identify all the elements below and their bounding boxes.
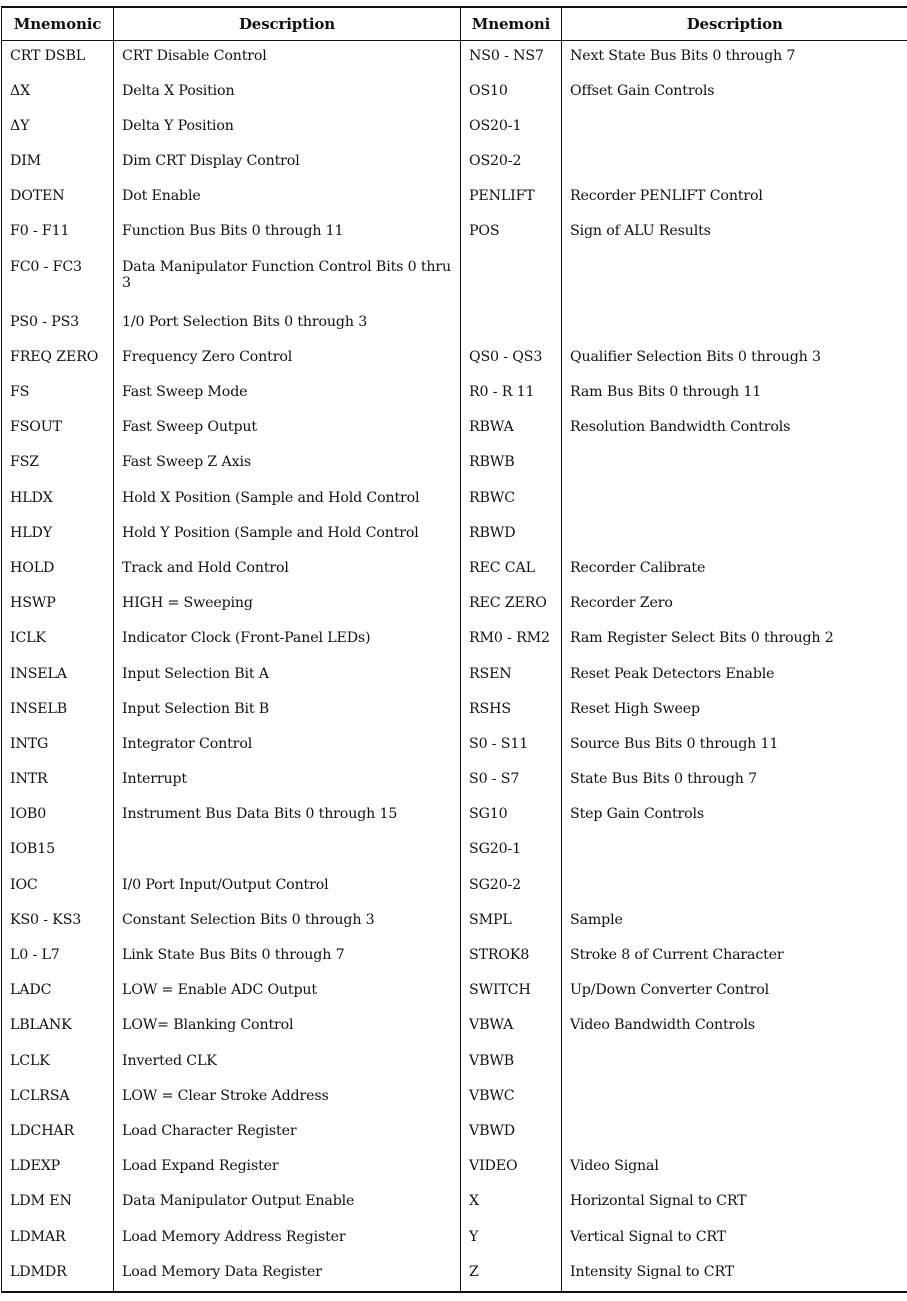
table-row [2, 518, 907, 553]
mnemonic-cell: L0 - L7 [2, 940, 114, 975]
mnemonic-cell: VBWD [461, 1116, 562, 1151]
description-cell [562, 252, 907, 307]
mnemonic-cell: FSOUT [2, 412, 114, 447]
mnemonic-cell: CRT DSBL [2, 41, 114, 76]
mnemonic-cell: NS0 - NS7 [461, 41, 562, 76]
table-row [2, 307, 907, 342]
mnemonic-cell: VBWA [461, 1010, 562, 1045]
mnemonic-cell: KS0 - KS3 [2, 905, 114, 940]
description-cell [562, 307, 907, 342]
table-row [2, 483, 907, 518]
table-row [2, 694, 907, 729]
description-cell: LOW = Enable ADC Output [114, 975, 461, 1010]
table-row [2, 1081, 907, 1116]
mnemonic-cell: QS0 - QS3 [461, 342, 562, 377]
table-row [2, 975, 907, 1010]
description-cell [114, 834, 461, 869]
mnemonic-cell: Y [461, 1222, 562, 1257]
description-cell: Stroke 8 of Current Character [562, 940, 907, 975]
mnemonic-cell: LBLANK [2, 1010, 114, 1045]
description-cell [562, 483, 907, 518]
mnemonic-cell: FSZ [2, 447, 114, 482]
description-cell: Offset Gain Controls [562, 76, 907, 111]
mnemonic-cell: LDEXP [2, 1151, 114, 1186]
mnemonic-cell: LCLK [2, 1046, 114, 1081]
mnemonic-cell: HLDY [2, 518, 114, 553]
mnemonic-cell: HLDX [2, 483, 114, 518]
description-cell: Fast Sweep Mode [114, 377, 461, 412]
mnemonic-cell: FC0 - FC3 [2, 252, 114, 307]
description-cell: Inverted CLK [114, 1046, 461, 1081]
description-cell: Integrator Control [114, 729, 461, 764]
description-cell: Constant Selection Bits 0 through 3 [114, 905, 461, 940]
mnemonic-cell: F0 - F11 [2, 216, 114, 251]
description-cell: Fast Sweep Z Axis [114, 447, 461, 482]
mnemonic-cell: REC ZERO [461, 588, 562, 623]
description-cell [562, 518, 907, 553]
description-cell [562, 146, 907, 181]
description-cell: Recorder Zero [562, 588, 907, 623]
mnemonic-cell: ΔY [2, 111, 114, 146]
description-cell: HIGH = Sweeping [114, 588, 461, 623]
table-row [2, 377, 907, 412]
header-mnemonic-right: Mnemoni [461, 7, 562, 41]
mnemonic-cell [461, 252, 562, 307]
description-cell: Step Gain Controls [562, 799, 907, 834]
mnemonic-cell: SG20-1 [461, 834, 562, 869]
table-row [2, 940, 907, 975]
description-cell: Reset High Sweep [562, 694, 907, 729]
description-cell [562, 1081, 907, 1116]
mnemonic-cell: OS10 [461, 76, 562, 111]
description-cell: Data Manipulator Output Enable [114, 1186, 461, 1221]
description-cell: Recorder PENLIFT Control [562, 181, 907, 216]
mnemonic-table [1, 6, 907, 1293]
mnemonic-cell: IOB0 [2, 799, 114, 834]
description-cell: Delta X Position [114, 76, 461, 111]
description-cell: LOW = Clear Stroke Address [114, 1081, 461, 1116]
header-description-right: Description [562, 7, 907, 41]
description-cell: Qualifier Selection Bits 0 through 3 [562, 342, 907, 377]
description-cell: Intensity Signal to CRT [562, 1257, 907, 1292]
description-cell: Ram Register Select Bits 0 through 2 [562, 623, 907, 658]
mnemonic-cell: REC CAL [461, 553, 562, 588]
table-row [2, 799, 907, 834]
mnemonic-cell: HSWP [2, 588, 114, 623]
mnemonic-cell: POS [461, 216, 562, 251]
description-cell: Input Selection Bit A [114, 659, 461, 694]
mnemonic-cell: VBWB [461, 1046, 562, 1081]
description-cell: Resolution Bandwidth Controls [562, 412, 907, 447]
mnemonic-cell: SWITCH [461, 975, 562, 1010]
mnemonic-cell: VIDEO [461, 1151, 562, 1186]
description-cell: 1/0 Port Selection Bits 0 through 3 [114, 307, 461, 342]
table-row [2, 447, 907, 482]
mnemonic-cell: SG10 [461, 799, 562, 834]
description-cell [562, 111, 907, 146]
mnemonic-cell: LDCHAR [2, 1116, 114, 1151]
description-cell: Ram Bus Bits 0 through 11 [562, 377, 907, 412]
description-cell: Up/Down Converter Control [562, 975, 907, 1010]
table-row [2, 1010, 907, 1045]
description-cell: Recorder Calibrate [562, 553, 907, 588]
description-cell: Hold Y Position (Sample and Hold Control [114, 518, 461, 553]
mnemonic-cell: LDM EN [2, 1186, 114, 1221]
mnemonic-cell: LADC [2, 975, 114, 1010]
table-row [2, 146, 907, 181]
mnemonic-cell: PENLIFT [461, 181, 562, 216]
description-cell: I/0 Port Input/Output Control [114, 870, 461, 905]
mnemonic-cell: DOTEN [2, 181, 114, 216]
mnemonic-cell: INTR [2, 764, 114, 799]
description-cell [562, 1046, 907, 1081]
description-cell: Horizontal Signal to CRT [562, 1186, 907, 1221]
mnemonic-cell: INSELB [2, 694, 114, 729]
description-cell: Load Memory Address Register [114, 1222, 461, 1257]
mnemonic-cell: RM0 - RM2 [461, 623, 562, 658]
mnemonic-cell: INTG [2, 729, 114, 764]
mnemonic-cell: SMPL [461, 905, 562, 940]
description-cell: CRT Disable Control [114, 41, 461, 76]
description-cell: Video Signal [562, 1151, 907, 1186]
table-header-row [2, 7, 907, 41]
mnemonic-cell: HOLD [2, 553, 114, 588]
table-row [2, 623, 907, 658]
header-description-left: Description [114, 7, 461, 41]
description-cell: Instrument Bus Data Bits 0 through 15 [114, 799, 461, 834]
description-cell: Function Bus Bits 0 through 11 [114, 216, 461, 251]
table-row [2, 1151, 907, 1186]
table-row [2, 1222, 907, 1257]
mnemonic-cell: RSEN [461, 659, 562, 694]
mnemonic-cell: OS20-2 [461, 146, 562, 181]
description-cell: Input Selection Bit B [114, 694, 461, 729]
description-cell: Load Character Register [114, 1116, 461, 1151]
table-row [2, 412, 907, 447]
description-cell: State Bus Bits 0 through 7 [562, 764, 907, 799]
header-mnemonic-left: Mnemonic [2, 7, 114, 41]
description-cell: Delta Y Position [114, 111, 461, 146]
mnemonic-cell: Z [461, 1257, 562, 1292]
mnemonic-cell: RBWA [461, 412, 562, 447]
description-cell: Load Memory Data Register [114, 1257, 461, 1292]
mnemonic-cell [461, 307, 562, 342]
table-row [2, 181, 907, 216]
description-cell: Track and Hold Control [114, 553, 461, 588]
table-row [2, 870, 907, 905]
table-row [2, 905, 907, 940]
table-row [2, 729, 907, 764]
mnemonic-cell: RSHS [461, 694, 562, 729]
mnemonic-cell: VBWC [461, 1081, 562, 1116]
description-cell: Next State Bus Bits 0 through 7 [562, 41, 907, 76]
mnemonic-cell: LDMAR [2, 1222, 114, 1257]
description-cell: Indicator Clock (Front-Panel LEDs) [114, 623, 461, 658]
table-row [2, 659, 907, 694]
description-cell [562, 1116, 907, 1151]
description-cell: Reset Peak Detectors Enable [562, 659, 907, 694]
mnemonic-cell: STROK8 [461, 940, 562, 975]
table-row [2, 1257, 907, 1292]
table-row [2, 111, 907, 146]
description-cell [562, 870, 907, 905]
mnemonic-cell: X [461, 1186, 562, 1221]
table-row [2, 342, 907, 377]
description-cell [562, 447, 907, 482]
mnemonic-cell: LCLRSA [2, 1081, 114, 1116]
description-cell: Load Expand Register [114, 1151, 461, 1186]
mnemonic-cell: RBWB [461, 447, 562, 482]
description-cell: Fast Sweep Output [114, 412, 461, 447]
mnemonic-cell: IOC [2, 870, 114, 905]
description-cell: Hold X Position (Sample and Hold Control [114, 483, 461, 518]
description-cell [562, 834, 907, 869]
table-row [2, 41, 907, 76]
mnemonic-cell: RBWD [461, 518, 562, 553]
mnemonic-cell: LDMDR [2, 1257, 114, 1292]
mnemonic-cell: INSELA [2, 659, 114, 694]
table-row [2, 588, 907, 623]
table-row [2, 216, 907, 251]
description-cell: Interrupt [114, 764, 461, 799]
table-row [2, 1116, 907, 1151]
description-cell: Data Manipulator Function Control Bits 0 thru 3 [114, 252, 461, 307]
description-cell: Dot Enable [114, 181, 461, 216]
mnemonic-cell: FREQ ZERO [2, 342, 114, 377]
table-row [2, 764, 907, 799]
mnemonic-cell: S0 - S7 [461, 764, 562, 799]
table-row [2, 252, 907, 307]
mnemonic-cell: S0 - S11 [461, 729, 562, 764]
description-cell: LOW= Blanking Control [114, 1010, 461, 1045]
mnemonic-cell: IOB15 [2, 834, 114, 869]
description-cell: Link State Bus Bits 0 through 7 [114, 940, 461, 975]
table-row [2, 553, 907, 588]
table-row [2, 76, 907, 111]
table-row [2, 834, 907, 869]
mnemonic-cell: FS [2, 377, 114, 412]
description-cell: Vertical Signal to CRT [562, 1222, 907, 1257]
table-row [2, 1186, 907, 1221]
description-cell: Source Bus Bits 0 through 11 [562, 729, 907, 764]
mnemonic-cell: PS0 - PS3 [2, 307, 114, 342]
mnemonic-cell: R0 - R 11 [461, 377, 562, 412]
mnemonic-cell: SG20-2 [461, 870, 562, 905]
description-cell: Sign of ALU Results [562, 216, 907, 251]
description-cell: Dim CRT Display Control [114, 146, 461, 181]
mnemonic-cell: OS20-1 [461, 111, 562, 146]
description-cell: Video Bandwidth Controls [562, 1010, 907, 1045]
description-cell: Sample [562, 905, 907, 940]
mnemonic-cell: ΔX [2, 76, 114, 111]
mnemonic-cell: ICLK [2, 623, 114, 658]
table-row [2, 1046, 907, 1081]
mnemonic-cell: DIM [2, 146, 114, 181]
description-cell: Frequency Zero Control [114, 342, 461, 377]
mnemonic-cell: RBWC [461, 483, 562, 518]
